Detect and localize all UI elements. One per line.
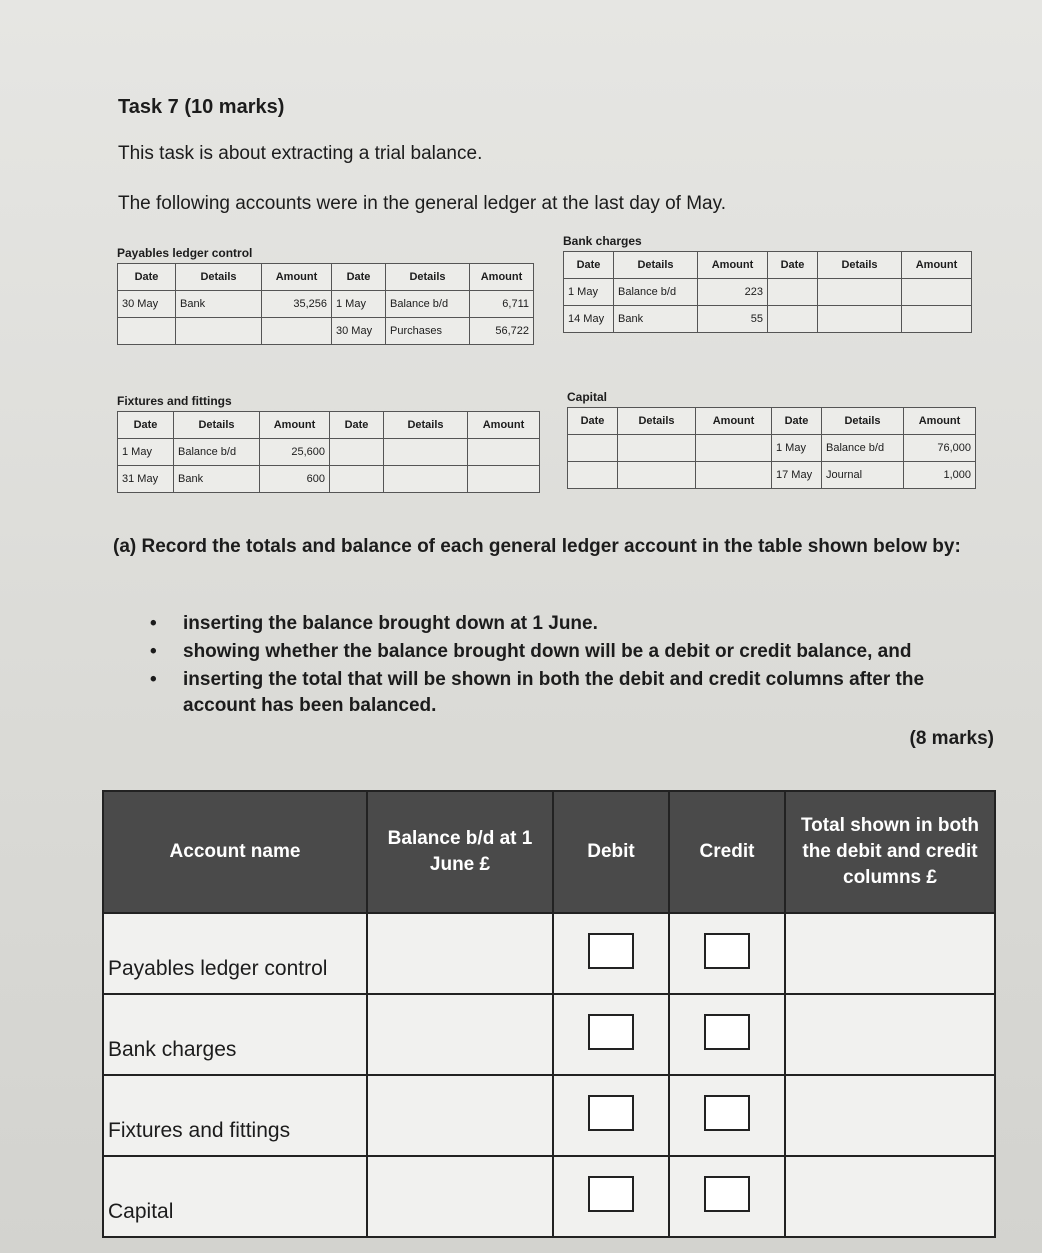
cell-amount: 600	[260, 466, 330, 493]
cell-amount	[468, 439, 540, 466]
account-fixtures-and-fittings	[117, 394, 540, 493]
balance-input[interactable]	[367, 913, 553, 994]
instruction-list	[150, 611, 995, 721]
cell-amount	[902, 279, 972, 306]
cell-details	[618, 462, 696, 489]
cell-amount: 56,722	[470, 318, 534, 345]
cell-amount	[696, 435, 772, 462]
header-balance-bd: Balance b/d at 1 June £	[367, 791, 553, 913]
cell-details	[818, 306, 902, 333]
answer-row	[103, 1075, 995, 1156]
col-header: Amount	[698, 252, 768, 279]
cell-details: Balance b/d	[614, 279, 698, 306]
cell-details	[818, 279, 902, 306]
task-title: Task 7 (10 marks)	[118, 96, 285, 118]
cell-details: Balance b/d	[174, 439, 260, 466]
col-header: Details	[174, 412, 260, 439]
row-account-name: Payables ledger control	[103, 913, 367, 994]
cell-date	[118, 318, 176, 345]
cell-details	[618, 435, 696, 462]
col-header: Details	[614, 252, 698, 279]
col-header: Date	[118, 412, 174, 439]
cell-date: 14 May	[564, 306, 614, 333]
cell-details: Balance b/d	[822, 435, 904, 462]
cell-amount: 1,000	[904, 462, 976, 489]
answer-row	[103, 994, 995, 1075]
col-header: Details	[822, 408, 904, 435]
account-payables-ledger-control	[117, 246, 534, 345]
col-header: Amount	[260, 412, 330, 439]
debit-checkbox[interactable]	[588, 933, 634, 969]
col-header: Date	[118, 264, 176, 291]
header-account-name: Account name	[103, 791, 367, 913]
header-debit: Debit	[553, 791, 669, 913]
intro-text: This task is about extracting a trial balance.	[118, 143, 483, 164]
row-account-name: Fixtures and fittings	[103, 1075, 367, 1156]
total-input[interactable]	[785, 1156, 995, 1237]
cell-details: Bank	[614, 306, 698, 333]
cell-amount: 25,600	[260, 439, 330, 466]
cell-date: 31 May	[118, 466, 174, 493]
account-title: Fixtures and fittings	[117, 394, 232, 408]
header-credit: Credit	[669, 791, 785, 913]
col-header: Details	[384, 412, 468, 439]
cell-amount: 35,256	[262, 291, 332, 318]
cell-amount	[902, 306, 972, 333]
ledger-t-account	[563, 251, 972, 333]
cell-details	[384, 439, 468, 466]
row-account-name: Capital	[103, 1156, 367, 1237]
instruction-item: • inserting the balance brought down at 1 June.	[150, 611, 995, 637]
col-header: Details	[386, 264, 470, 291]
account-bank-charges	[563, 234, 972, 333]
question-a: (a) Record the totals and balance of each general ledger account in the table shown below by:	[113, 536, 961, 557]
cell-amount	[468, 466, 540, 493]
col-header: Date	[330, 412, 384, 439]
cell-details: Purchases	[386, 318, 470, 345]
account-title: Payables ledger control	[117, 246, 253, 260]
header-total: Total shown in both the debit and credit columns £	[785, 791, 995, 913]
cell-details: Journal	[822, 462, 904, 489]
row-account-name: Bank charges	[103, 994, 367, 1075]
balance-input[interactable]	[367, 994, 553, 1075]
instruction-item: • inserting the total that will be shown in both the debit and credit columns after the account has been balanced.	[150, 667, 995, 719]
cell-date: 1 May	[332, 291, 386, 318]
cell-details: Bank	[176, 291, 262, 318]
account-capital	[567, 390, 976, 489]
cell-amount: 6,711	[470, 291, 534, 318]
col-header: Date	[564, 252, 614, 279]
total-input[interactable]	[785, 1075, 995, 1156]
total-input[interactable]	[785, 994, 995, 1075]
marks-label: (8 marks)	[909, 728, 994, 749]
ledger-t-account	[117, 411, 540, 493]
cell-date: 1 May	[564, 279, 614, 306]
ledger-t-account	[567, 407, 976, 489]
col-header: Date	[772, 408, 822, 435]
cell-date	[768, 279, 818, 306]
cell-amount: 223	[698, 279, 768, 306]
col-header: Amount	[902, 252, 972, 279]
cell-amount: 76,000	[904, 435, 976, 462]
cell-date: 30 May	[118, 291, 176, 318]
col-header: Details	[176, 264, 262, 291]
cell-details: Balance b/d	[386, 291, 470, 318]
col-header: Amount	[468, 412, 540, 439]
col-header: Amount	[262, 264, 332, 291]
cell-date: 1 May	[772, 435, 822, 462]
cell-date: 1 May	[118, 439, 174, 466]
cell-details	[176, 318, 262, 345]
col-header: Date	[768, 252, 818, 279]
col-header: Date	[568, 408, 618, 435]
ledger-intro-text: The following accounts were in the general ledger at the last day of May.	[118, 193, 726, 214]
col-header: Amount	[696, 408, 772, 435]
cell-date	[330, 466, 384, 493]
credit-checkbox[interactable]	[704, 1095, 750, 1131]
account-title: Bank charges	[563, 234, 642, 248]
cell-amount	[262, 318, 332, 345]
answer-table	[102, 790, 996, 1238]
col-header: Details	[818, 252, 902, 279]
col-header: Date	[332, 264, 386, 291]
cell-amount	[696, 462, 772, 489]
total-input[interactable]	[785, 913, 995, 994]
col-header: Details	[618, 408, 696, 435]
answer-row	[103, 1156, 995, 1237]
debit-checkbox[interactable]	[588, 1014, 634, 1050]
debit-checkbox[interactable]	[588, 1095, 634, 1131]
credit-checkbox[interactable]	[704, 1176, 750, 1212]
cell-date: 17 May	[772, 462, 822, 489]
cell-details	[384, 466, 468, 493]
credit-checkbox[interactable]	[704, 933, 750, 969]
cell-date	[568, 435, 618, 462]
credit-checkbox[interactable]	[704, 1014, 750, 1050]
instruction-item: • showing whether the balance brought down will be a debit or credit balance, and	[150, 639, 995, 665]
cell-date: 30 May	[332, 318, 386, 345]
balance-input[interactable]	[367, 1156, 553, 1237]
cell-amount: 55	[698, 306, 768, 333]
debit-checkbox[interactable]	[588, 1176, 634, 1212]
balance-input[interactable]	[367, 1075, 553, 1156]
cell-date	[768, 306, 818, 333]
cell-date	[330, 439, 384, 466]
col-header: Amount	[904, 408, 976, 435]
col-header: Amount	[470, 264, 534, 291]
ledger-t-account	[117, 263, 534, 345]
cell-details: Bank	[174, 466, 260, 493]
account-title: Capital	[567, 390, 608, 404]
answer-row	[103, 913, 995, 994]
cell-date	[568, 462, 618, 489]
